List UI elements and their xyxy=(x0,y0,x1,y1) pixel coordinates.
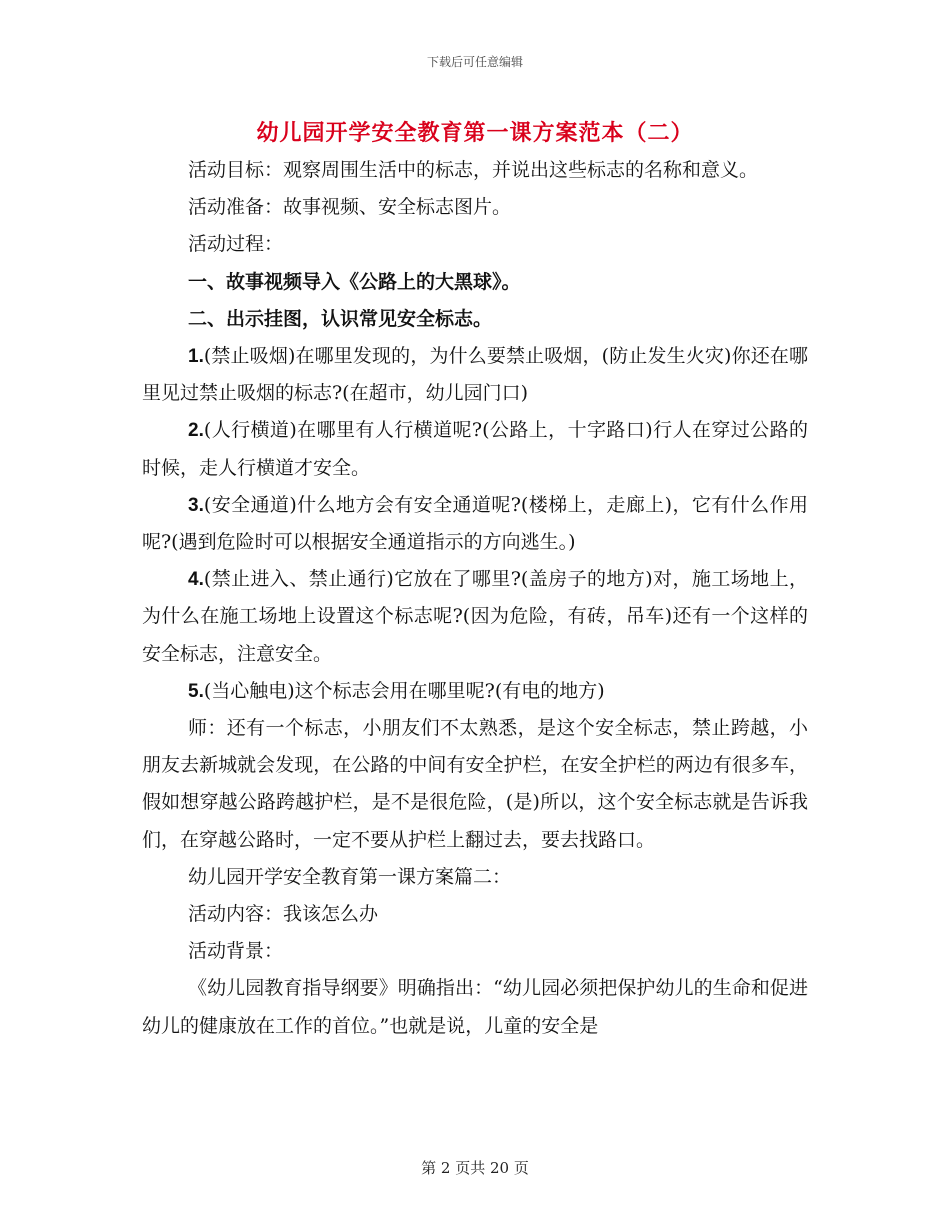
list-number: 1. xyxy=(188,346,204,368)
list-item-text: (当心触电)这个标志会用在哪里呢?(有电的地方) xyxy=(203,679,605,702)
list-item-5 xyxy=(142,673,808,710)
paragraph-activity-content: 活动内容：我该怎么办 xyxy=(188,903,379,926)
page-footer: 第 2 页共 20 页 xyxy=(421,1159,529,1177)
paragraph-goal: 活动目标：观察周围生活中的标志，并说出这些标志的名称和意义。 xyxy=(188,159,759,181)
paragraph-activity-background: 活动背景： xyxy=(188,940,284,963)
list-item-2 xyxy=(142,412,808,486)
paragraph-teacher: 师：还有一个标志，小朋友们不太熟悉，是这个安全标志，禁止跨越，小朋友去新城就会发现，在公路的中间有安全护栏，在安全护栏的两边有很多车，假如想穿越公路跨越护栏，是不是很危险，(是)所以，这个安全标志就是告诉我们，在穿越公路时，一定不要从护栏上翻过去，要去找路口。 xyxy=(142,717,808,851)
list-item-text: (安全通道)什么地方会有安全通道呢?(楼梯上，走廊上)，它有什么作用呢?(遇到危险时可以根据安全通道指示的方向逃生。) xyxy=(142,493,808,554)
list-number: 4. xyxy=(188,569,204,591)
list-item-text: (禁止进入、禁止通行)它放在了哪里?(盖房子的地方)对，施工场地上，为什么在施工场地上设置这个标志呢?(因为危险，有砖，吊车)还有一个这样的安全标志，注意安全。 xyxy=(142,568,808,665)
paragraph-guideline: 《幼儿园教育指导纲要》明确指出：“幼儿园必须把保护幼儿的生命和促进幼儿的健康放在工作的首位。”也就是说，儿童的安全是 xyxy=(142,977,808,1037)
paragraph-preparation: 活动准备：故事视频、安全标志图片。 xyxy=(188,196,512,219)
list-item-text: (人行横道)在哪里有人行横道呢?(公路上，十字路口)行人在穿过公路的时候，走人行横道才安全。 xyxy=(142,419,808,479)
list-item-1 xyxy=(142,338,808,412)
list-number: 3. xyxy=(188,494,204,516)
list-number: 5. xyxy=(188,680,204,702)
list-item-text: (禁止吸烟)在哪里发现的，为什么要禁止吸烟，(防止发生火灾)你还在哪里见过禁止吸烟的标志?(在超市，幼儿园门口) xyxy=(142,345,808,405)
document-title: 幼儿园开学安全教育第一课方案范本（二） xyxy=(256,120,694,146)
header-note: 下载后可任意编辑 xyxy=(426,55,523,69)
document-body xyxy=(142,152,808,1045)
list-item-3 xyxy=(142,487,808,561)
list-item-4 xyxy=(142,561,808,673)
list-number: 2. xyxy=(188,420,204,442)
paragraph-process: 活动过程： xyxy=(188,233,284,256)
section-heading-1: 一、故事视频导入《公路上的大黑球》。 xyxy=(188,270,521,293)
section-heading-2: 二、出示挂图，认识常见安全标志。 xyxy=(188,307,493,330)
paragraph-plan-two: 幼儿园开学安全教育第一课方案篇二： xyxy=(188,865,512,888)
